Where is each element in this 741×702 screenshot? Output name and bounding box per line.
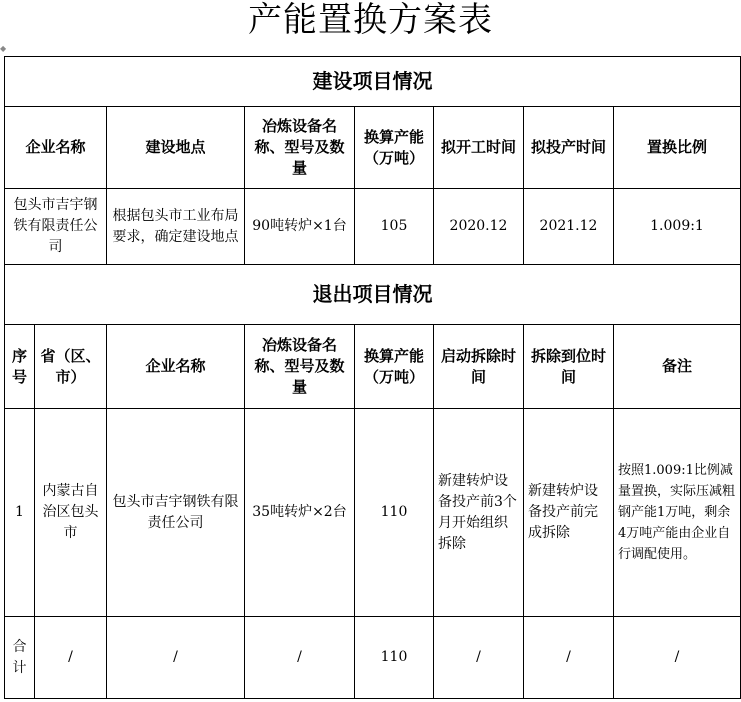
s1-header-equipment: 冶炼设备名称、型号及数量 bbox=[245, 107, 355, 189]
total-remarks: / bbox=[614, 617, 741, 699]
s2-header-remarks: 备注 bbox=[614, 325, 741, 409]
s2-remarks: 按照1.009:1比例减量置换，实际压减粗钢产能1万吨，剩余4万吨产能由企业自行调配使用。 bbox=[614, 409, 741, 617]
section2-title: 退出项目情况 bbox=[5, 265, 741, 325]
anchor-marker-icon: ◆ bbox=[0, 44, 7, 53]
s2-header-province: 省（区、市） bbox=[35, 325, 107, 409]
total-label: 合计 bbox=[5, 617, 35, 699]
s1-header-ratio: 置换比例 bbox=[614, 107, 741, 189]
total-equipment: / bbox=[245, 617, 355, 699]
s2-header-capacity: 换算产能（万吨） bbox=[355, 325, 434, 409]
s1-header-start: 拟开工时间 bbox=[434, 107, 524, 189]
s2-province: 内蒙古自治区包头市 bbox=[35, 409, 107, 617]
capacity-replacement-table bbox=[4, 56, 741, 699]
total-demolish-done: / bbox=[524, 617, 614, 699]
total-demolish-start: / bbox=[434, 617, 524, 699]
s2-header-equipment: 冶炼设备名称、型号及数量 bbox=[245, 325, 355, 409]
s2-header-demolish-start: 启动拆除时间 bbox=[434, 325, 524, 409]
s1-start: 2020.12 bbox=[434, 189, 524, 265]
total-company: / bbox=[107, 617, 245, 699]
s1-ratio: 1.009:1 bbox=[614, 189, 741, 265]
s1-location: 根据包头市工业布局要求，确定建设地点 bbox=[107, 189, 245, 265]
total-capacity: 110 bbox=[355, 617, 434, 699]
s1-header-company: 企业名称 bbox=[5, 107, 107, 189]
page-title: 产能置换方案表 bbox=[248, 0, 493, 40]
s2-capacity: 110 bbox=[355, 409, 434, 617]
s1-header-location: 建设地点 bbox=[107, 107, 245, 189]
s1-production: 2021.12 bbox=[524, 189, 614, 265]
s2-demolish-done: 新建转炉设备投产前完成拆除 bbox=[524, 409, 614, 617]
s2-equipment: 35吨转炉×2台 bbox=[245, 409, 355, 617]
s2-demolish-start: 新建转炉设备投产前3个月开始组织拆除 bbox=[434, 409, 524, 617]
s2-header-no: 序号 bbox=[5, 325, 35, 409]
section1-title: 建设项目情况 bbox=[5, 57, 741, 107]
s1-capacity: 105 bbox=[355, 189, 434, 265]
s1-header-production: 拟投产时间 bbox=[524, 107, 614, 189]
s1-company: 包头市吉宇钢铁有限责任公司 bbox=[5, 189, 107, 265]
s2-company: 包头市吉宇钢铁有限责任公司 bbox=[107, 409, 245, 617]
s2-header-company: 企业名称 bbox=[107, 325, 245, 409]
s1-equipment: 90吨转炉×1台 bbox=[245, 189, 355, 265]
s2-no: 1 bbox=[5, 409, 35, 617]
total-province: / bbox=[35, 617, 107, 699]
s2-header-demolish-done: 拆除到位时间 bbox=[524, 325, 614, 409]
s1-header-capacity: 换算产能（万吨） bbox=[355, 107, 434, 189]
